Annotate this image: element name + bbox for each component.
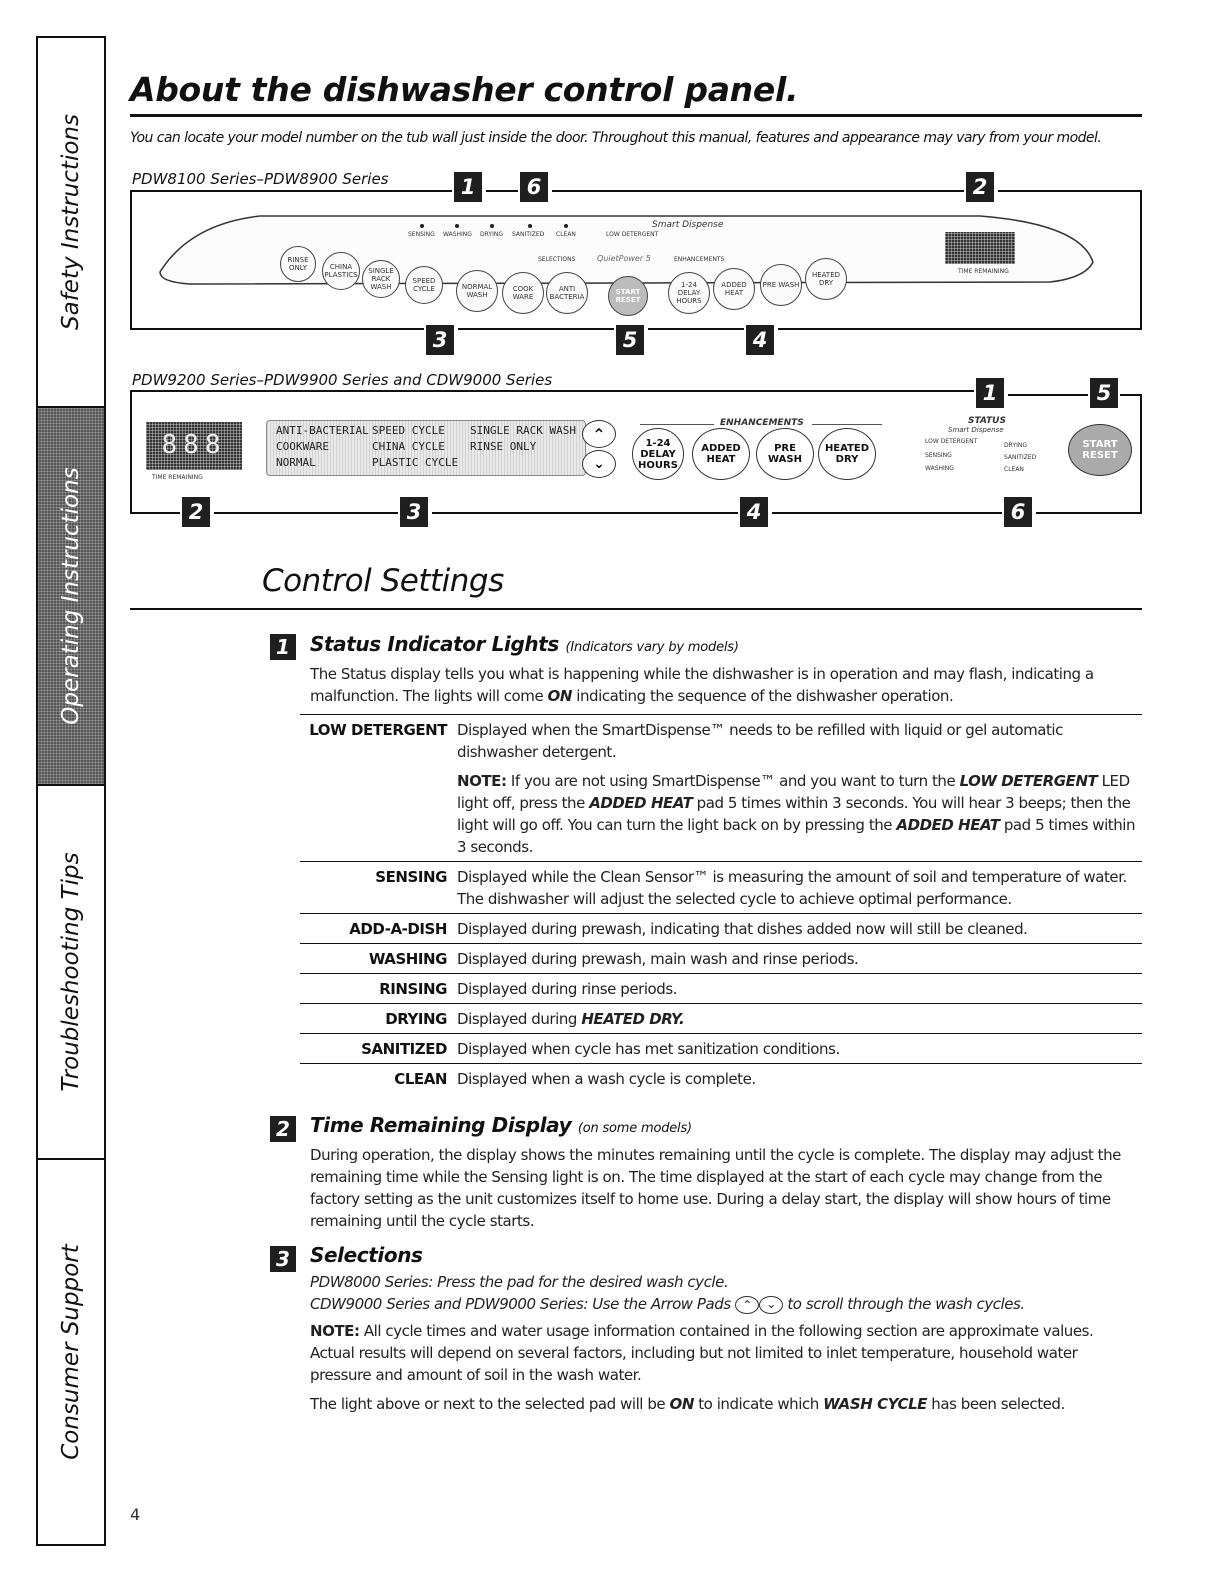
status-item: CLEAN: [1004, 466, 1024, 473]
text: All cycle times and water usage information contained in the following section are approximate values. Actual results will depend on several factors, including but not limited to inlet temperature, household water pressure and amount of soil in the wash water.: [310, 1322, 1094, 1384]
callout-1: 1: [976, 378, 1004, 408]
sidebar-nav: [36, 36, 106, 1546]
delay-hours-button[interactable]: 1-24 DELAY HOURS: [632, 428, 684, 480]
cycle-speed-cycle[interactable]: SPEED CYCLE: [372, 424, 445, 437]
note: [310, 1320, 1132, 1386]
section-intro: [310, 663, 1130, 707]
status-label: CLEAN: [556, 231, 576, 238]
emphasis: ON: [547, 687, 572, 705]
section-subtitle: (on some models): [577, 1121, 692, 1136]
divider: [214, 512, 398, 514]
pre-wash-button[interactable]: PRE WASH: [760, 264, 802, 306]
cycle-cookware[interactable]: COOKWARE: [276, 440, 329, 453]
section-number: 3: [270, 1246, 296, 1272]
china-plastics-button[interactable]: CHINA PLASTICS: [322, 252, 360, 290]
tab-label: Safety Instructions: [58, 114, 84, 330]
tab-safety-instructions[interactable]: [38, 38, 104, 408]
quietpower-logo: QuietPower 5: [597, 254, 651, 263]
chevron-up-icon: ⌃: [592, 424, 606, 444]
section-subtitle: (Indicators vary by models): [565, 640, 739, 655]
heated-dry-button[interactable]: HEATED DRY: [805, 258, 847, 300]
text: The light above or next to the selected pad will be: [310, 1395, 670, 1413]
section-rule: [130, 608, 1142, 610]
divider: [132, 190, 452, 192]
status-key: LOW DETERGENT: [300, 715, 457, 862]
pre-wash-button[interactable]: PRE WASH: [756, 428, 814, 480]
status-key: CLEAN: [300, 1064, 457, 1094]
divider: [778, 328, 1142, 330]
anti-bacteria-button[interactable]: ANTI BACTERIA: [546, 272, 588, 314]
tab-label: Consumer Support: [58, 1244, 84, 1460]
callout-2: 2: [966, 172, 994, 202]
table-row: [300, 1034, 1142, 1064]
divider: [1120, 394, 1142, 396]
cycle-normal[interactable]: NORMAL: [276, 456, 316, 469]
status-key: RINSING: [300, 974, 457, 1004]
callout-5: 5: [616, 325, 644, 355]
delay-hours-button[interactable]: 1-24 DELAY HOURS: [668, 272, 710, 314]
status-key: ADD-A-DISH: [300, 914, 457, 944]
smart-dispense-label: Smart Dispense: [652, 220, 724, 230]
callout-4: 4: [746, 325, 774, 355]
text: pad 5 times within 3 seconds. You will hear 3 beeps; then the light will go off. You can turn the light back on by pressing the: [457, 794, 1131, 834]
cycle-plastic-cycle[interactable]: PLASTIC CYCLE: [372, 456, 459, 469]
callout-6: 6: [1004, 497, 1032, 527]
section-body: During operation, the display shows the minutes remaining until the cycle is complete. The display may adjust the remaining time while the Sensing light is on. The time displayed at the start of each cycle may change from the factory setting as the unit customizes itself to home use. During a delay start, the display will show hours of time remaining until the cycle starts.: [310, 1146, 1121, 1230]
text: [310, 1293, 1132, 1315]
divider: [552, 190, 964, 192]
status-key: SANITIZED: [300, 1034, 457, 1064]
divider: [772, 512, 1002, 514]
divider: [812, 424, 882, 425]
text: to indicate which: [693, 1395, 824, 1413]
divider: [1008, 394, 1088, 396]
status-led: [564, 224, 568, 228]
section-title: [310, 632, 739, 656]
section-title-text: Status Indicator Lights: [310, 632, 559, 656]
frame-edge: [1140, 190, 1142, 330]
time-remaining-display: [146, 422, 242, 470]
divider: [130, 512, 180, 514]
section-number: 1: [270, 634, 296, 660]
start-reset-button[interactable]: START RESET: [608, 276, 648, 316]
status-desc: Displayed when a wash cycle is complete.: [457, 1064, 1142, 1094]
page-number: 4: [130, 1505, 141, 1524]
selections-label: SELECTIONS: [538, 256, 576, 263]
divider: [648, 328, 744, 330]
status-item: DRYING: [1004, 442, 1027, 449]
speed-cycle-button[interactable]: SPEED CYCLE: [405, 266, 443, 304]
callout-3: 3: [426, 325, 454, 355]
text: If you are not using SmartDispense™ and you want to turn the: [506, 772, 960, 790]
status-label: SENSING: [408, 231, 435, 238]
table-row: [300, 944, 1142, 974]
arrow-up-button[interactable]: [582, 420, 616, 448]
status-key: WASHING: [300, 944, 457, 974]
status-key: SENSING: [300, 862, 457, 914]
section-body: [310, 1271, 1132, 1315]
table-row: [300, 715, 1142, 862]
emphasis: LOW DETERGENT: [959, 772, 1098, 790]
single-rack-wash-button[interactable]: SINGLE RACK WASH: [362, 260, 400, 298]
table-row: [300, 1004, 1142, 1034]
text: indicating the sequence of the dishwasher operation.: [571, 687, 954, 705]
chevron-up-icon: ⌃: [735, 1296, 759, 1314]
status-desc: Displayed during prewash, main wash and rinse periods.: [457, 944, 1142, 974]
cookware-button[interactable]: COOK WARE: [502, 272, 544, 314]
divider: [458, 328, 614, 330]
status-table: [300, 714, 1142, 1093]
status-desc: Displayed while the Clean Sensor™ is measuring the amount of soil and temperature of water. The dishwasher will adjust the selected cycle to achieve optimal performance.: [457, 862, 1142, 914]
status-item: WASHING: [925, 465, 954, 472]
text: CDW9000 Series and PDW9000 Series: Use the Arrow Pads: [310, 1295, 731, 1313]
normal-wash-button[interactable]: NORMAL WASH: [456, 270, 498, 312]
title-rule: [130, 114, 1142, 117]
added-heat-button[interactable]: ADDED HEAT: [713, 268, 755, 310]
emphasis: HEATED DRY.: [581, 1010, 685, 1028]
status-led: [455, 224, 459, 228]
text: PDW8000 Series: Press the pad for the desired wash cycle.: [310, 1273, 729, 1291]
text: The Status display tells you what is happening while the dishwasher is in operation and may flash, indicating a malfunction. The lights will come: [310, 665, 1094, 705]
status-led: [420, 224, 424, 228]
divider: [998, 190, 1142, 192]
time-remaining-display: [945, 232, 1015, 264]
status-item: SANITIZED: [1004, 454, 1037, 461]
divider: [432, 512, 738, 514]
status-label: WASHING: [443, 231, 472, 238]
status-item: LOW DETERGENT: [925, 438, 978, 445]
time-remaining-label: TIME REMAINING: [152, 474, 203, 481]
divider: [132, 390, 974, 392]
callout-3: 3: [400, 497, 428, 527]
smart-dispense-label: Smart Dispense: [948, 426, 1004, 434]
status-label: DRYING: [480, 231, 503, 238]
status-label: LOW DETERGENT: [606, 231, 659, 238]
table-row: [300, 974, 1142, 1004]
text: pad 5 times within 3 seconds.: [457, 816, 1136, 856]
status-led: [490, 224, 494, 228]
panel2-series-label: PDW9200 Series–PDW9900 Series and CDW9000 Series: [132, 371, 553, 389]
frame-edge: [130, 190, 132, 330]
text: Displayed during: [457, 1010, 582, 1028]
panel1-illustration: [150, 212, 1095, 320]
cycle-anti-bacterial[interactable]: ANTI-BACTERIAL: [276, 424, 369, 437]
text: LED light off, press the: [457, 772, 1130, 812]
section-title: [310, 1113, 692, 1137]
note: [457, 770, 1142, 858]
cycle-china-cycle[interactable]: CHINA CYCLE: [372, 440, 445, 453]
callout-5: 5: [1090, 378, 1118, 408]
status-desc: [457, 1004, 1142, 1034]
status-led: [528, 224, 532, 228]
table-row: [300, 1064, 1142, 1094]
table-row: [300, 862, 1142, 914]
heated-dry-button[interactable]: HEATED DRY: [818, 428, 876, 480]
time-remaining-label: TIME REMAINING: [958, 268, 1009, 275]
cycle-single-rack-wash[interactable]: SINGLE RACK WASH: [470, 424, 576, 437]
divider: [640, 424, 714, 425]
panel1-series-label: PDW8100 Series–PDW8900 Series: [132, 170, 389, 188]
start-reset-button[interactable]: START RESET: [1068, 424, 1132, 476]
table-row: [300, 914, 1142, 944]
callout-1: 1: [454, 172, 482, 202]
display-digits: 888: [161, 430, 227, 460]
note-label: NOTE:: [310, 1322, 360, 1340]
enhancements-label: ENHANCEMENTS: [674, 256, 725, 263]
text: Displayed when the SmartDispense™ needs to be refilled with liquid or gel automatic dishwasher detergent.: [457, 721, 1063, 761]
emphasis: ADDED HEAT: [896, 816, 1000, 834]
tab-troubleshooting-tips[interactable]: [38, 786, 104, 1160]
enhancements-label: ENHANCEMENTS: [720, 418, 804, 428]
page-title: About the dishwasher control panel.: [130, 70, 799, 109]
status-desc: Displayed during prewash, indicating that dishes added now will still be cleaned.: [457, 914, 1142, 944]
rinse-only-button[interactable]: RINSE ONLY: [280, 246, 316, 282]
status-title: STATUS: [968, 416, 1006, 426]
status-key: DRYING: [300, 1004, 457, 1034]
section-title-text: Time Remaining Display: [310, 1113, 572, 1137]
tab-operating-instructions[interactable]: [38, 408, 104, 786]
divider: [1036, 512, 1142, 514]
emphasis: ON: [669, 1395, 694, 1413]
intro-text: You can locate your model number on the tub wall just inside the door. Throughout this manual, features and appearance may vary from your model.: [130, 130, 1102, 146]
cycle-rinse-only[interactable]: RINSE ONLY: [470, 440, 537, 453]
note-label: NOTE:: [457, 772, 507, 790]
status-item: SENSING: [925, 452, 952, 459]
callout-4: 4: [740, 497, 768, 527]
section-note: [310, 1320, 1132, 1415]
frame-edge: [1140, 394, 1142, 514]
emphasis: WASH CYCLE: [823, 1395, 927, 1413]
divider: [130, 328, 424, 330]
frame-edge: [130, 390, 132, 514]
text: to scroll through the wash cycles.: [787, 1295, 1025, 1313]
status-desc: Displayed when cycle has met sanitization conditions.: [457, 1034, 1142, 1064]
status-desc: Displayed during rinse periods.: [457, 974, 1142, 1004]
divider: [486, 190, 518, 192]
tab-label: Troubleshooting Tips: [58, 852, 84, 1092]
callout-2: 2: [182, 497, 210, 527]
status-label: SANITIZED: [512, 231, 545, 238]
section-title: Selections: [310, 1243, 423, 1267]
chevron-down-icon: ⌄: [759, 1296, 783, 1314]
status-desc: [457, 715, 1142, 862]
section-number: 2: [270, 1116, 296, 1142]
added-heat-button[interactable]: ADDED HEAT: [692, 428, 750, 480]
arrow-down-button[interactable]: [582, 450, 616, 478]
section-heading: Control Settings: [262, 563, 504, 599]
chevron-down-icon: ⌄: [593, 455, 605, 472]
tab-label: Operating Instructions: [58, 467, 84, 725]
callout-6: 6: [520, 172, 548, 202]
text: [310, 1393, 1132, 1415]
emphasis: ADDED HEAT: [589, 794, 693, 812]
text: has been selected.: [926, 1395, 1065, 1413]
tab-consumer-support[interactable]: [38, 1160, 104, 1544]
